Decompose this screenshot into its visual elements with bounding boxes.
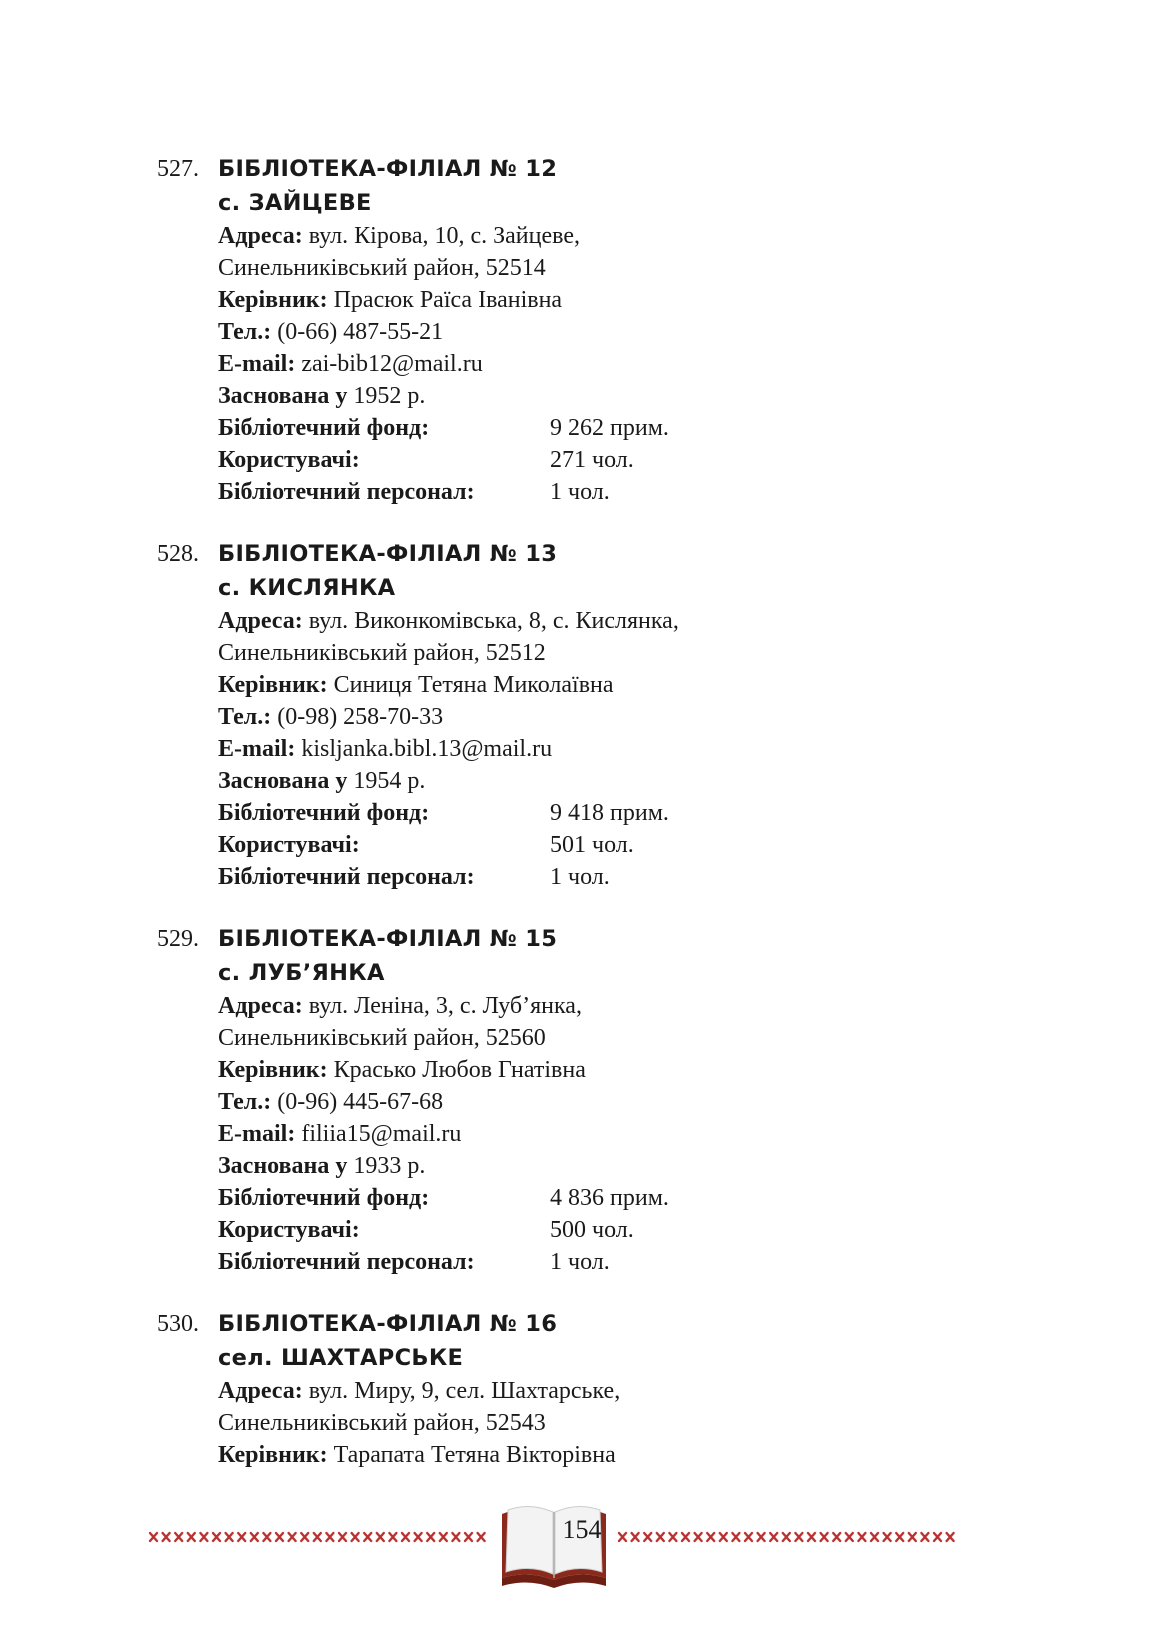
email-value: kisljanka.bibl.13@mail.ru	[295, 736, 553, 762]
entry-title: БІБЛІОТЕКА-ФІЛІАЛ № 12	[218, 156, 558, 182]
head-line	[218, 1439, 938, 1471]
fund-row	[218, 1182, 938, 1214]
entry-number: 530.	[157, 1311, 199, 1337]
head-label: Керівник:	[218, 1057, 328, 1083]
phone-label: Тел.:	[218, 704, 272, 730]
address-label: Адреса:	[218, 608, 303, 634]
entry-location: с. ЛУБ’ЯНКА	[218, 960, 385, 986]
head-value: Прасюк Раїса Іванівна	[327, 287, 563, 313]
address-line-2: Синельниківський район, 52514	[218, 255, 546, 281]
phone-line	[218, 701, 938, 733]
address-line	[218, 990, 938, 1022]
fund-value: 4 836 прим.	[550, 1185, 669, 1211]
founded-value: 1954 р.	[347, 768, 426, 794]
users-label: Користувачі:	[218, 1217, 360, 1243]
entry-number: 527.	[157, 156, 199, 182]
staff-value: 1 чол.	[550, 1249, 610, 1275]
staff-label: Бібліотечний персонал:	[218, 1249, 475, 1275]
address-label: Адреса:	[218, 1378, 303, 1404]
head-value: Тарапата Тетяна Вікторівна	[327, 1442, 616, 1468]
page-footer	[0, 1500, 1164, 1590]
phone-label: Тел.:	[218, 319, 272, 345]
users-value: 500 чол.	[550, 1217, 634, 1243]
users-label: Користувачі:	[218, 832, 360, 858]
fund-row	[218, 412, 938, 444]
founded-label: Заснована у	[218, 1153, 348, 1179]
staff-label: Бібліотечний персонал:	[218, 864, 475, 890]
phone-line	[218, 1086, 938, 1118]
address-value: вул. Виконкомівська, 8, с. Кислянка,	[302, 608, 679, 634]
head-value: Синиця Тетяна Миколаївна	[327, 672, 614, 698]
users-row	[218, 829, 938, 861]
founded-line	[218, 1150, 938, 1182]
entry-number: 528.	[157, 541, 199, 567]
fund-label: Бібліотечний фонд:	[218, 415, 430, 441]
address-line	[218, 1375, 938, 1407]
staff-value: 1 чол.	[550, 479, 610, 505]
users-label: Користувачі:	[218, 447, 360, 473]
email-line	[218, 348, 938, 380]
address-line	[218, 220, 938, 252]
entry-location: с. ЗАЙЦЕВЕ	[218, 190, 372, 216]
email-line	[218, 1118, 938, 1150]
founded-value: 1952 р.	[347, 383, 426, 409]
address-label: Адреса:	[218, 223, 303, 249]
head-label: Керівник:	[218, 672, 328, 698]
phone-line	[218, 316, 938, 348]
fund-value: 9 418 прим.	[550, 800, 669, 826]
founded-line	[218, 765, 938, 797]
founded-label: Заснована у	[218, 383, 348, 409]
address-value: вул. Миру, 9, сел. Шахтарське,	[302, 1378, 621, 1404]
users-value: 501 чол.	[550, 832, 634, 858]
entry-title: БІБЛІОТЕКА-ФІЛІАЛ № 13	[218, 541, 558, 567]
fund-label: Бібліотечний фонд:	[218, 800, 430, 826]
users-value: 271 чол.	[550, 447, 634, 473]
founded-line	[218, 380, 938, 412]
entry-location: с. КИСЛЯНКА	[218, 575, 396, 601]
users-row	[218, 444, 938, 476]
head-line	[218, 669, 938, 701]
phone-value: (0-98) 258-70-33	[271, 704, 444, 730]
head-label: Керівник:	[218, 287, 328, 313]
page-number: 154	[562, 1515, 602, 1544]
fund-row	[218, 797, 938, 829]
head-line	[218, 284, 938, 316]
email-label: E-mail:	[218, 1121, 296, 1147]
email-line	[218, 733, 938, 765]
email-label: E-mail:	[218, 736, 296, 762]
entry-title: БІБЛІОТЕКА-ФІЛІАЛ № 16	[218, 1311, 558, 1337]
address-value: вул. Кірова, 10, с. Зайцеве,	[302, 223, 580, 249]
fund-label: Бібліотечний фонд:	[218, 1185, 430, 1211]
staff-row	[218, 1246, 938, 1278]
staff-row	[218, 476, 938, 508]
email-label: E-mail:	[218, 351, 296, 377]
phone-value: (0-66) 487-55-21	[271, 319, 444, 345]
email-value: filiia15@mail.ru	[295, 1121, 462, 1147]
head-label: Керівник:	[218, 1442, 328, 1468]
fund-value: 9 262 прим.	[550, 415, 669, 441]
phone-label: Тел.:	[218, 1089, 272, 1115]
users-row	[218, 1214, 938, 1246]
address-line	[218, 605, 938, 637]
email-value: zai-bib12@mail.ru	[295, 351, 483, 377]
address-label: Адреса:	[218, 993, 303, 1019]
entry-number: 529.	[157, 926, 199, 952]
staff-value: 1 чол.	[550, 864, 610, 890]
address-value: вул. Леніна, 3, с. Луб’янка,	[302, 993, 582, 1019]
founded-value: 1933 р.	[347, 1153, 426, 1179]
head-value: Красько Любов Гнатівна	[327, 1057, 586, 1083]
founded-label: Заснована у	[218, 768, 348, 794]
entry-title: БІБЛІОТЕКА-ФІЛІАЛ № 15	[218, 926, 558, 952]
phone-value: (0-96) 445-67-68	[271, 1089, 444, 1115]
staff-label: Бібліотечний персонал:	[218, 479, 475, 505]
head-line	[218, 1054, 938, 1086]
address-line-2: Синельниківський район, 52512	[218, 640, 546, 666]
entry-location: сел. ШАХТАРСЬКЕ	[218, 1345, 464, 1371]
address-line-2: Синельниківський район, 52543	[218, 1410, 546, 1436]
staff-row	[218, 861, 938, 893]
address-line-2: Синельниківський район, 52560	[218, 1025, 546, 1051]
